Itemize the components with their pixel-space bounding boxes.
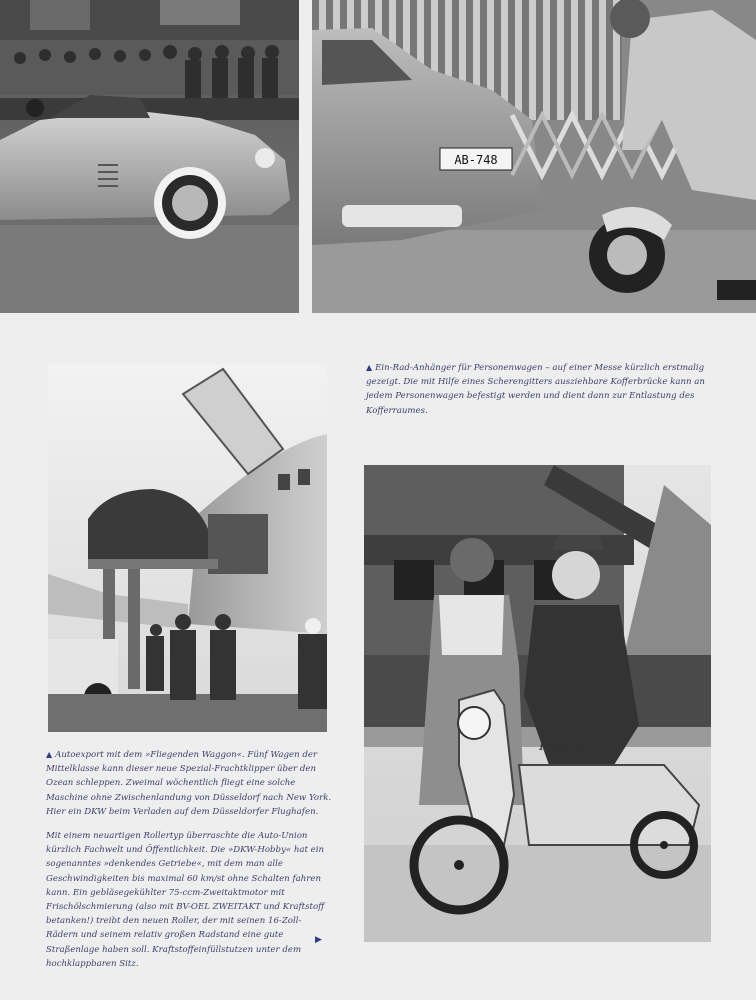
caption-trailer-text: Ein-Rad-Anhänger für Personenwagen – auf einer Messe kürzlich erstmalig gezeigt. Die mit Hilfe eines Scherengitters ausziehbare Kofferbrücke kann an jedem Personenwagen befestigt werden und dient dann zur Entlastung des Kofferraumes. — [366, 363, 705, 416]
photo-trailer — [312, 0, 756, 313]
caption-waggon — [46, 748, 332, 819]
photo-dkw-hobby — [364, 465, 711, 942]
license-plate: AB-748 — [454, 153, 498, 167]
caption-waggon-text: Autoexport mit dem »Fliegenden Waggon«. Fünf Wagen der Mittelklasse kann dieser neue Spezial-Frachtklipper über den Ozean schleppen. Zweimal wöchentlich fliegt eine solche Maschine ohne Zwischenlandung von Düsseldorf nach New York. Hier ein DKW beim Verladen auf dem Düsseldorfer Flughafen. — [46, 750, 332, 817]
photo-sports-car — [0, 0, 299, 313]
caption-hobby — [46, 829, 332, 971]
photo-flying-waggon — [48, 364, 327, 732]
caption-trailer — [366, 361, 710, 418]
caption-hobby-text: Mit einem neuartigen Rollertyp überraschte die Auto-Union kürzlich Fachwelt und Öffentlichkeit. Die »DKW-Hobby« hat ein sogenanntes »denkendes Getriebe«, mit dem man alle Geschwindigkeiten bis maximal 60 km/st ohne Schalten fahren kann. Ein gebläsegekühlter 75-ccm-Zweitaktmotor mit Frischölschmierung (also mit BV-OEL ZWEITAKT und Kraftstoff betanken!) treibt den neuen Roller, der mit seinen 16-Zoll-Rädern und seinem relativ großen Radstand eine gute Straßenlage haben soll. Kraftstoffeinfüllstutzen unter dem hochklappbaren Sitz. — [46, 831, 325, 969]
continue-arrow-icon: ▶ — [315, 935, 322, 945]
caption-marker-icon: ▲ — [46, 750, 53, 759]
caption-marker-icon: ▲ — [366, 363, 373, 372]
scooter-logo: Hobby — [539, 739, 583, 754]
